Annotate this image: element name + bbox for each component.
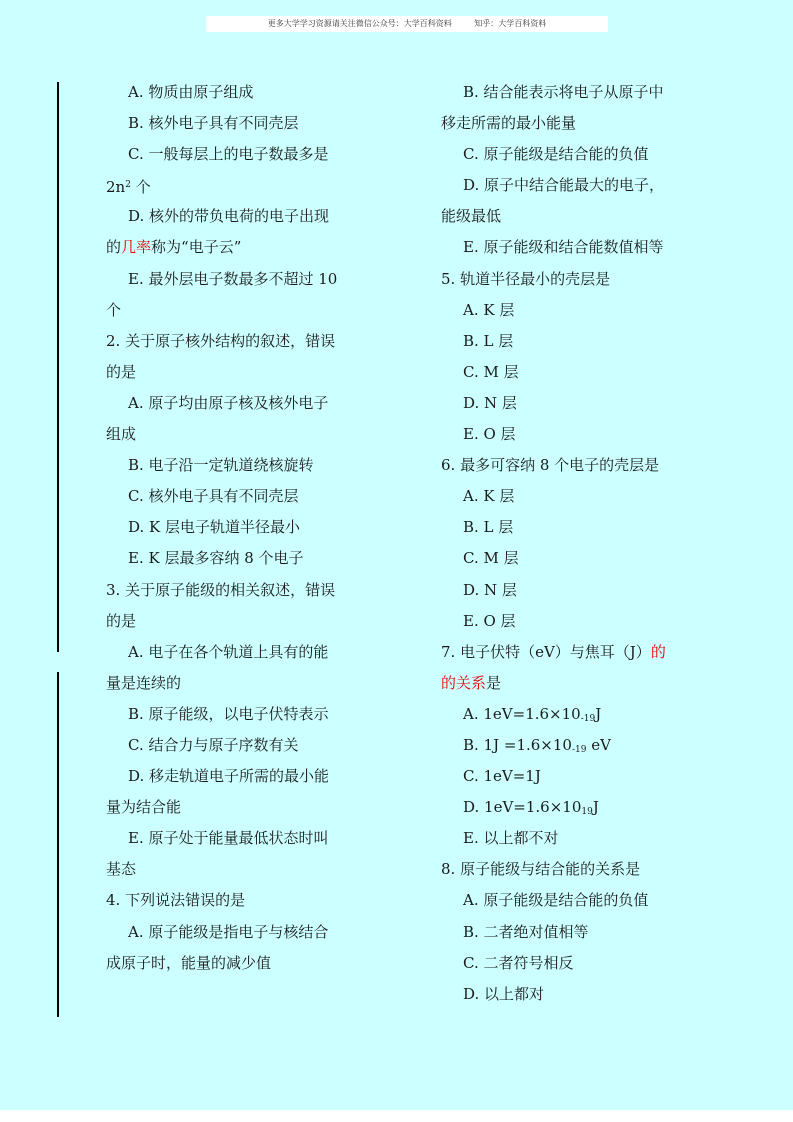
question-line (441, 668, 693, 699)
text-line: A. 原子均由原子核及核外电子 (128, 393, 329, 412)
text-run: 的 (106, 238, 122, 257)
text-line: A. 原子能级是结合能的负值 (463, 891, 649, 910)
text-line (441, 730, 693, 761)
text-line: C. 一般每层上的电子数最多是 (128, 145, 329, 164)
text-line: D. 移走轨道电子所需的最小能 (128, 767, 330, 786)
left-column (106, 77, 358, 979)
margin-bar-bottom (57, 672, 59, 1017)
text-line: D. 核外的带负电荷的电子出现 (128, 207, 330, 226)
text-line: E. 原子处于能量最低状态时叫 (128, 829, 329, 848)
text-line: D. K 层电子轨道半径最小 (128, 518, 301, 537)
question-line: 2. 关于原子核外结构的叙述，错误 (106, 331, 336, 350)
superscript: 2 (125, 180, 131, 191)
highlighted-text: 的 (650, 642, 666, 661)
text-line: 个 (106, 300, 122, 319)
text-line: B. L 层 (463, 331, 514, 350)
text-line: C. 二者符号相反 (463, 953, 574, 972)
question-line: 4. 下列说法错误的是 (106, 891, 246, 910)
text-line: 成原子时，能量的减少值 (106, 953, 272, 972)
text-line: 量是连续的 (106, 673, 182, 692)
banner-zhihu-text: 知乎：大学百科资料 (474, 19, 547, 28)
text-line: 能级最低 (441, 207, 502, 226)
exponent: -19 (580, 713, 596, 724)
text-line (106, 170, 358, 201)
question-line (441, 637, 693, 668)
text-run: D. 1eV=1.6×10 (463, 798, 582, 817)
text-line: A. K 层 (463, 487, 515, 506)
text-run: 是 (486, 673, 502, 692)
text-line: B. 二者绝对值相等 (463, 922, 589, 941)
text-line: 量为结合能 (106, 798, 182, 817)
question-line: 5. 轨道半径最小的壳层是 (441, 269, 611, 288)
header-banner (206, 16, 608, 32)
text-line: C. 结合力与原子序数有关 (128, 735, 299, 754)
text-run: J (592, 798, 599, 817)
text-run: 2n (106, 178, 126, 197)
text-line: B. 原子能级，以电子伏特表示 (128, 704, 329, 723)
text-line: B. 核外电子具有不同壳层 (128, 114, 299, 133)
text-line: A. 电子在各个轨道上具有的能 (128, 642, 329, 661)
text-line (441, 699, 693, 730)
text-line (106, 232, 358, 263)
text-line: 移走所需的最小能量 (441, 114, 577, 133)
text-line: E. O 层 (463, 611, 516, 630)
text-line: A. K 层 (463, 300, 515, 319)
text-line: D. 原子中结合能最大的电子， (463, 176, 665, 195)
question-line: 6. 最多可容纳 8 个电子的壳层是 (441, 456, 660, 475)
text-line (441, 792, 693, 823)
question-line: 8. 原子能级与结合能的关系是 (441, 860, 641, 879)
exponent: -19 (571, 744, 587, 755)
highlighted-text: 几率 (121, 238, 152, 257)
text-line: E. 原子能级和结合能数值相等 (463, 238, 664, 257)
banner-wechat-text: 更多大学学习资源请关注微信公众号：大学百科资料 (267, 19, 452, 28)
question-line: 的是 (106, 362, 137, 381)
text-run: B. 1J =1.6×10 (463, 735, 572, 754)
text-line: B. L 层 (463, 518, 514, 537)
text-line: C. 原子能级是结合能的负值 (463, 145, 649, 164)
text-line: E. 以上都不对 (463, 829, 559, 848)
exponent: 19 (581, 807, 593, 818)
text-line: C. M 层 (463, 549, 519, 568)
text-line: C. 核外电子具有不同壳层 (128, 487, 299, 506)
text-line: C. M 层 (463, 362, 519, 381)
text-line: A. 原子能级是指电子与核结合 (128, 922, 329, 941)
text-line: D. N 层 (463, 580, 517, 599)
text-run: 7. 电子伏特（eV）与焦耳（J） (441, 642, 651, 661)
question-line: 3. 关于原子能级的相关叙述，错误 (106, 580, 336, 599)
text-line: E. O 层 (463, 425, 516, 444)
text-line: D. N 层 (463, 393, 517, 412)
text-line: D. 以上都对 (463, 984, 545, 1003)
text-line: E. 最外层电子数最多不超过 10 (128, 269, 338, 288)
text-line: B. 结合能表示将电子从原子中 (463, 83, 664, 101)
text-run: 个 (130, 178, 151, 197)
question-line: 的是 (106, 611, 137, 630)
text-run: eV (586, 735, 611, 754)
text-line: B. 电子沿一定轨道绕核旋转 (128, 456, 314, 475)
text-line: 基态 (106, 860, 137, 879)
text-run: J (595, 704, 602, 723)
text-line: A. 物质由原子组成 (128, 83, 254, 101)
text-run: 称为“电子云” (151, 238, 242, 257)
text-line: 组成 (106, 425, 137, 444)
highlighted-text: 的关系 (441, 673, 487, 692)
text-line: C. 1eV=1J (463, 767, 541, 786)
text-run: A. 1eV=1.6×10 (463, 704, 581, 723)
text-line: E. K 层最多容纳 8 个电子 (128, 549, 304, 568)
margin-bar-top (57, 82, 59, 652)
right-column (441, 77, 693, 1010)
